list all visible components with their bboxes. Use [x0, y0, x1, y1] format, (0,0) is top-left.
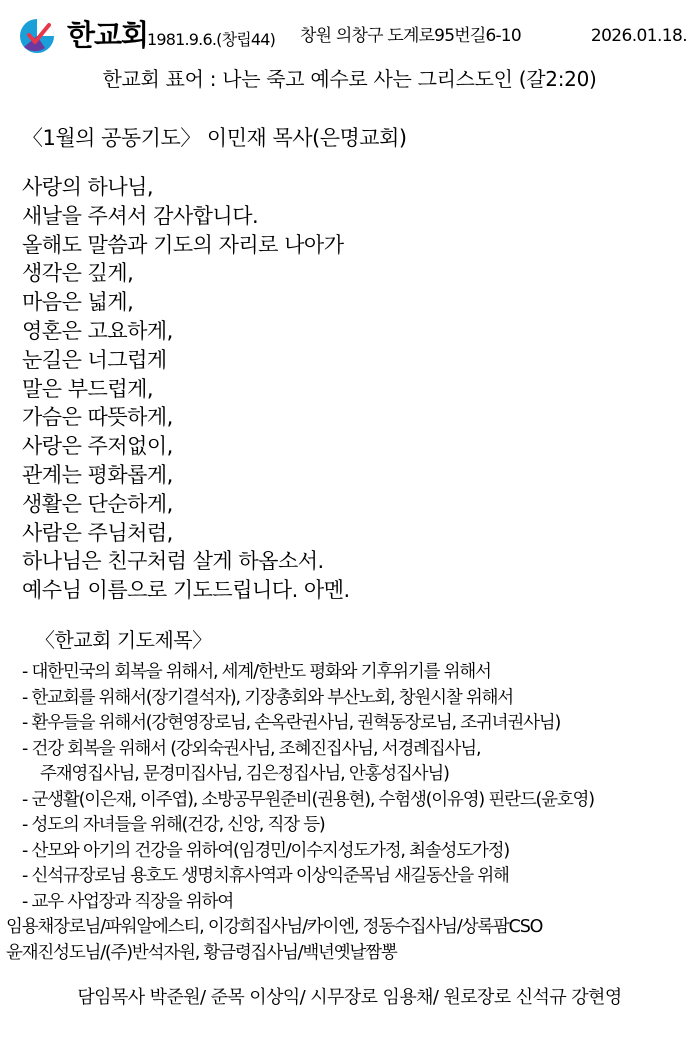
prayer-topic-item: - 산모와 아기의 건강을 위하여(임경민/이수지성도가정, 최솔성도가정) — [22, 840, 509, 861]
church-address: 창원 의창구 도계로95번길6-10 — [300, 26, 521, 46]
prayer-topics-list — [6, 660, 692, 966]
prayer-topic-item: - 환우들을 위해서(강현영장로님, 손옥란권사님, 권혁동장로님, 조귀녀권사님) — [22, 713, 561, 733]
prayer-line: 새날을 주셔서 감사합니다. — [22, 203, 259, 228]
prayer-line: 사람은 주님처럼, — [22, 520, 173, 545]
business-list-line: 임용채장로님/파워알에스티, 이강희집사님/카이엔, 정동수집사님/상록팜CSO — [6, 917, 543, 937]
prayer-topics-heading: 〈한교회 기도제목〉 — [35, 628, 212, 652]
church-motto: 한교회 표어 : 나는 죽고 예수로 사는 그리스도인 (갈2:20) — [102, 67, 597, 91]
prayer-topic-continuation: 주재영집사님, 문경미집사님, 김은정집사님, 안홍성집사님) — [40, 764, 449, 784]
prayer-line: 생각은 깊게, — [22, 261, 134, 286]
prayer-line: 관계는 평화롭게, — [22, 462, 173, 487]
prayer-topic-item: - 군생활(이은재, 이주엽), 소방공무원준비(권용현), 수험생(이유영) 핀란드(윤호영) — [22, 789, 594, 810]
prayer-heading: 〈1월의 공동기도〉 이민재 목사(은명교회) — [22, 126, 407, 150]
church-logo-icon — [19, 18, 55, 54]
prayer-text — [22, 173, 350, 605]
prayer-line: 가슴은 따뜻하게, — [22, 405, 173, 430]
prayer-topic-item: - 건강 회복을 위해서 (강외숙권사님, 조혜진집사님, 서경례집사님, — [22, 738, 481, 759]
church-name: 한교회 — [67, 18, 149, 52]
prayer-topic-item: - 성도의 자녀들을 위해(건강, 신앙, 직장 등) — [22, 815, 325, 835]
prayer-line: 하나님은 친구처럼 살게 하옵소서. — [22, 549, 324, 574]
prayer-line: 영혼은 고요하게, — [22, 318, 173, 343]
prayer-line: 마음은 넓게, — [22, 290, 134, 315]
prayer-topic-item: - 교우 사업장과 직장을 위하여 — [22, 891, 234, 912]
prayer-line: 눈길은 너그럽게 — [22, 347, 167, 372]
prayer-topic-item: - 한교회를 위해서(장기결석자), 기장총회와 부산노회, 창원시찰 위해서 — [22, 687, 514, 708]
prayer-line: 사랑의 하나님, — [22, 175, 154, 199]
prayer-line: 사랑은 주저없이, — [22, 434, 173, 459]
bulletin-header — [19, 14, 689, 54]
staff-footer: 담임목사 박준원/ 준목 이상익/ 시무장로 임용채/ 원로장로 신석규 강현영 — [77, 987, 622, 1008]
prayer-topic-item: - 신석규장로님 용호도 생명치휴사역과 이상익준목님 새길동산을 위해 — [22, 866, 509, 886]
prayer-line: 생활은 단순하게, — [22, 491, 173, 516]
prayer-line: 말은 부드럽게, — [22, 376, 154, 401]
bulletin-date: 2026.01.18. — [590, 26, 687, 46]
prayer-line: 예수님 이름으로 기도드립니다. 아멘. — [22, 578, 350, 603]
prayer-topic-item: - 대한민국의 회복을 위해서, 세계/한반도 평화와 기후위기를 위해서 — [22, 662, 491, 682]
founded-date: 1981.9.6.(창립44) — [147, 30, 276, 49]
business-list-line: 윤재진성도님/(주)반석자원, 황금령집사님/백년옛날짬뽕 — [6, 942, 397, 963]
prayer-line: 올해도 말씀과 기도의 자리로 나아가 — [22, 232, 344, 257]
